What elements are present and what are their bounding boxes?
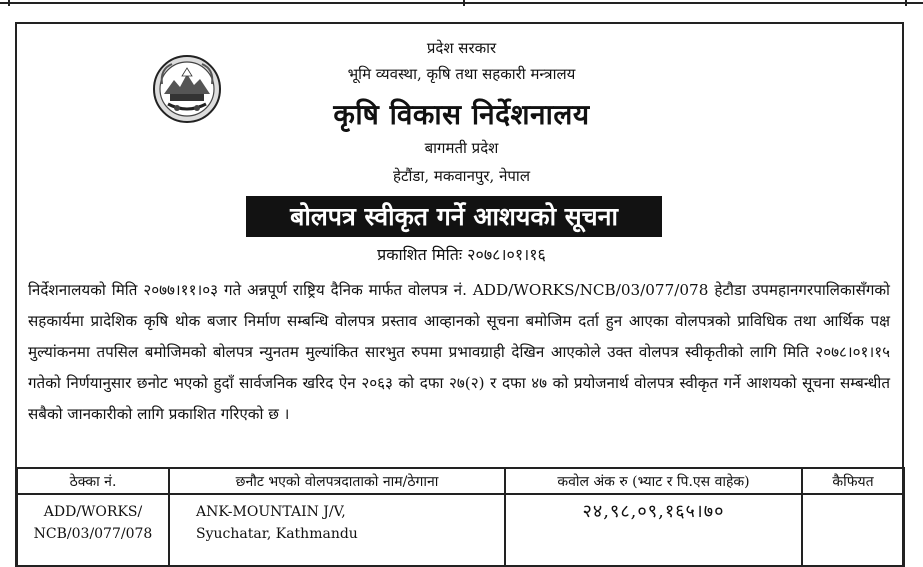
col-contract-no: ठेक्का नं. bbox=[17, 468, 169, 494]
ministry-name: भूमि व्यवस्था, कृषि तथा सहकारी मन्त्रालय bbox=[347, 65, 576, 83]
award-table bbox=[16, 467, 905, 567]
directorate-name: कृषि विकास निर्देशनालय bbox=[333, 98, 590, 131]
bidder-address: Syuchatar, Kathmandu bbox=[196, 526, 358, 542]
government-label: प्रदेश सरकार bbox=[426, 39, 497, 57]
province-name: बागमती प्रदेश bbox=[424, 139, 499, 157]
col-amount: कवोल अंक रु (भ्याट र पि.एस वाहेक) bbox=[505, 468, 802, 494]
contract-no-line-2: NCB/03/077/078 bbox=[33, 526, 153, 542]
contract-no-cell bbox=[17, 494, 169, 566]
bid-amount: २४,९८,०९,१६५।७० bbox=[505, 494, 802, 566]
notice-body: निर्देशनालयको मिति २०७७।११।०३ गते अन्नपूर्ण राष्ट्रिय दैनिक मार्फत वोलपत्र नं. ADD/WORKS/NCB/03/077/078 हेटौडा उपमहानगरपालिकासँगको सहकार्यमा प्रादेशिक कृषि थोक बजार निर्माण सम्बन्धि वोलपत्र प्रस्ताव आव्हानको सूचना बमोजिम दर्ता हुन आएका वोलपत्रको प्राविधिक तथा आर्थिक पक्ष मुल्यांकनमा तपसिल बमोजिमको बोलपत्र न्युनतम मुल्यांकित सारभुत रुपमा प्रभावग्राही देखिन आएकोले उक्त वोलपत्र स्वीकृतीको लागि मिति २०७८।०१।१५ गतेको निर्णयानुसार छनोट भएको हुदाँ सार्वजनिक खरिद ऐन २०६३ को दफा २७(२) र दफा ४७ को प्रयोजनार्थ वोलपत्र स्वीकृत गर्ने आशयको सूचना सम्बन्धीत सबैको जानकारीको लागि प्रकाशित गरिएको छ । bbox=[28, 281, 890, 423]
bidder-name: ANK-MOUNTAIN J/V, bbox=[196, 504, 346, 520]
table-row bbox=[17, 494, 904, 566]
notice-title: बोलपत्र स्वीकृत गर्ने आशयको सूचना bbox=[246, 196, 662, 237]
table-header-row bbox=[17, 468, 904, 494]
col-remarks: कैफियत bbox=[802, 468, 904, 494]
top-border bbox=[0, 0, 923, 10]
bidder-cell bbox=[169, 494, 505, 566]
contract-no-line-1: ADD/WORKS/ bbox=[43, 504, 143, 520]
col-bidder: छनौट भएको वोलपत्रदाताको नाम/ठेगाना bbox=[169, 468, 505, 494]
office-address: हेटौंडा, मकवानपुर, नेपाल bbox=[393, 167, 530, 185]
remarks-cell bbox=[802, 494, 904, 566]
published-date: प्रकाशित मितिः २०७८।०१।१६ bbox=[377, 245, 546, 264]
